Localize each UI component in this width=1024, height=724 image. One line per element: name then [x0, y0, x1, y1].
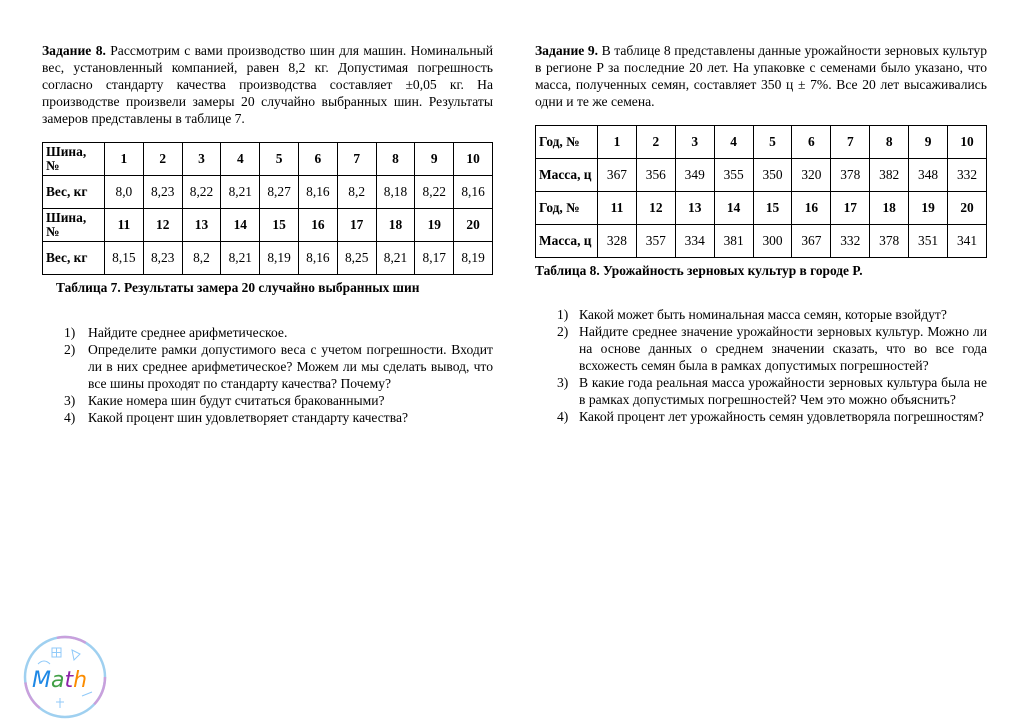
question-text: Какие номера шин будут считаться бракованными?: [88, 393, 385, 408]
table-cell: 5: [260, 143, 299, 176]
table-cell: 9: [909, 126, 948, 159]
table-cell: 8,0: [105, 176, 144, 209]
question-text: В какие года реальная масса урожайности зерновых культура была не в рамках допустимых погрешностей? Чем это можно объяснить?: [579, 375, 987, 407]
question-text: Найдите среднее арифметическое.: [88, 325, 288, 340]
table-cell: 332: [948, 159, 987, 192]
table-cell: 4: [221, 143, 260, 176]
table-cell: 355: [714, 159, 753, 192]
question-item: [535, 323, 987, 374]
table-cell: 8,21: [221, 242, 260, 275]
table-7-caption: Таблица 7. Результаты замера 20 случайно выбранных шин: [56, 280, 420, 295]
question-text: Определите рамки допустимого веса с учетом погрешности. Входит ли в них среднее арифметическое? Можем ли мы сделать вывод, что все шины проходят по стандарту качества? Почему?: [88, 342, 493, 391]
table-row: [536, 192, 987, 225]
table-cell: 11: [598, 192, 637, 225]
logo-letter-m: M: [32, 668, 51, 693]
table-cell: 348: [909, 159, 948, 192]
question-number: 1): [64, 325, 76, 340]
question-text: Какой процент шин удовлетворяет стандарту качества?: [88, 410, 409, 425]
table-cell: 334: [675, 225, 714, 258]
question-item: [42, 341, 493, 392]
table-cell: 17: [337, 209, 376, 242]
table-cell: 13: [675, 192, 714, 225]
table-cell: 10: [454, 143, 493, 176]
table-cell: 17: [831, 192, 870, 225]
question-number: 4): [557, 409, 569, 424]
question-item: [42, 324, 493, 341]
table-cell: 20: [454, 209, 493, 242]
row-header: Год, №: [536, 126, 598, 159]
table-cell: 15: [260, 209, 299, 242]
row-header: Вес, кг: [43, 242, 105, 275]
table-cell: 15: [753, 192, 792, 225]
table-cell: 328: [598, 225, 637, 258]
row-header: Масса, ц: [536, 225, 598, 258]
table-cell: 320: [792, 159, 831, 192]
table-cell: 8,17: [415, 242, 454, 275]
table-row: [536, 126, 987, 159]
table-cell: 350: [753, 159, 792, 192]
table-cell: 19: [909, 192, 948, 225]
table-row: [536, 225, 987, 258]
table-8: [535, 125, 987, 258]
table-row: [43, 143, 493, 176]
question-text: Найдите среднее значение урожайности зерновых культур. Можно ли на основе данных о среднем значении сказать, что во все года всхожесть семян была в рамках допустимых погрешностей?: [579, 324, 987, 373]
table-cell: 9: [415, 143, 454, 176]
svg-text:Math: [32, 668, 87, 693]
table-row: [43, 209, 493, 242]
logo-letter-a: a: [50, 668, 65, 693]
question-item: [535, 408, 987, 425]
table-cell: 357: [636, 225, 675, 258]
question-item: [42, 392, 493, 409]
table-cell: 378: [870, 225, 909, 258]
question-number: 2): [64, 342, 76, 357]
question-text: Какой процент лет урожайность семян удовлетворяла погрешностям?: [579, 409, 984, 424]
table-cell: 8,16: [298, 176, 337, 209]
task-9-title: Задание 9.: [535, 43, 599, 58]
table-cell: 8,25: [337, 242, 376, 275]
question-item: [535, 374, 987, 408]
table-cell: 367: [598, 159, 637, 192]
table-cell: 6: [298, 143, 337, 176]
table-cell: 1: [598, 126, 637, 159]
question-number: 3): [557, 375, 569, 390]
table-cell: 3: [182, 143, 221, 176]
logo-letter-h: h: [73, 668, 88, 693]
table-cell: 7: [831, 126, 870, 159]
table-cell: 18: [870, 192, 909, 225]
table-cell: 351: [909, 225, 948, 258]
table-cell: 5: [753, 126, 792, 159]
table-7: [42, 142, 493, 275]
table-cell: 2: [636, 126, 675, 159]
task-8-column: [42, 42, 493, 426]
table-row: [43, 176, 493, 209]
table-cell: 378: [831, 159, 870, 192]
table-cell: 6: [792, 126, 831, 159]
table-cell: 11: [105, 209, 144, 242]
row-header: Масса, ц: [536, 159, 598, 192]
table-cell: 18: [376, 209, 415, 242]
table-row: [43, 242, 493, 275]
task-8-text: Рассмотрим с вами производство шин для машин. Номинальный вес, установленный компанией, равен 8,2 кг. Допустимая погрешность согласно стандарту качества производства составляет ±0,05 кг. На производстве произвели замеры 20 случайно выбранных шин. Результаты замеров представлены в таблице 7.: [42, 43, 494, 126]
table-cell: 349: [675, 159, 714, 192]
table-cell: 13: [182, 209, 221, 242]
table-cell: 8,23: [143, 242, 182, 275]
table-cell: 382: [870, 159, 909, 192]
logo-letter-t: t: [64, 668, 74, 693]
task-8-title: Задание 8.: [42, 43, 106, 58]
table-cell: 8,2: [337, 176, 376, 209]
table-cell: 20: [948, 192, 987, 225]
row-header: Шина, №: [43, 209, 105, 242]
question-item: [535, 306, 987, 323]
table-cell: 8,19: [260, 242, 299, 275]
table-cell: 8,27: [260, 176, 299, 209]
task-9-text: В таблице 8 представлены данные урожайности зерновых культур в регионе P за последние 20 лет. На упаковке с семенами было указано, что масса, полученных семян, составляет 350 ц ± 7%. Все 20 лет высаживались одни и те же семена.: [535, 43, 988, 109]
table-cell: 8,23: [143, 176, 182, 209]
table-cell: 8: [870, 126, 909, 159]
task-9-column: [535, 42, 987, 425]
question-number: 2): [557, 324, 569, 339]
table-cell: 2: [143, 143, 182, 176]
table-cell: 8,2: [182, 242, 221, 275]
question-number: 4): [64, 410, 76, 425]
row-header: Год, №: [536, 192, 598, 225]
table-cell: 356: [636, 159, 675, 192]
table-cell: 8,18: [376, 176, 415, 209]
table-cell: 332: [831, 225, 870, 258]
table-cell: 1: [105, 143, 144, 176]
table-row: [536, 159, 987, 192]
math-logo-icon: [22, 634, 108, 720]
table-cell: 381: [714, 225, 753, 258]
row-header: Шина, №: [43, 143, 105, 176]
table-cell: 8,21: [221, 176, 260, 209]
row-header: Вес, кг: [43, 176, 105, 209]
table-cell: 7: [337, 143, 376, 176]
question-item: [42, 409, 493, 426]
table-cell: 8,21: [376, 242, 415, 275]
task-8-intro: [42, 42, 493, 127]
question-text: Какой может быть номинальная масса семян, которые взойдут?: [579, 307, 947, 322]
question-number: 3): [64, 393, 76, 408]
table-cell: 10: [948, 126, 987, 159]
table-cell: 19: [415, 209, 454, 242]
table-cell: 367: [792, 225, 831, 258]
table-cell: 12: [636, 192, 675, 225]
table-cell: 8,19: [454, 242, 493, 275]
table-cell: 4: [714, 126, 753, 159]
table-cell: 8,22: [415, 176, 454, 209]
table-8-caption: Таблица 8. Урожайность зерновых культур в городе P.: [535, 263, 863, 278]
table-cell: 12: [143, 209, 182, 242]
table-cell: 16: [298, 209, 337, 242]
table-cell: 341: [948, 225, 987, 258]
table-cell: 3: [675, 126, 714, 159]
table-cell: 14: [714, 192, 753, 225]
table-cell: 8,16: [454, 176, 493, 209]
table-cell: 8,15: [105, 242, 144, 275]
table-cell: 300: [753, 225, 792, 258]
task-9-intro: [535, 42, 987, 110]
task-9-questions: [535, 306, 987, 425]
table-cell: 8,22: [182, 176, 221, 209]
question-number: 1): [557, 307, 569, 322]
table-cell: 8: [376, 143, 415, 176]
task-8-questions: [42, 324, 493, 426]
table-cell: 8,16: [298, 242, 337, 275]
table-cell: 16: [792, 192, 831, 225]
table-cell: 14: [221, 209, 260, 242]
